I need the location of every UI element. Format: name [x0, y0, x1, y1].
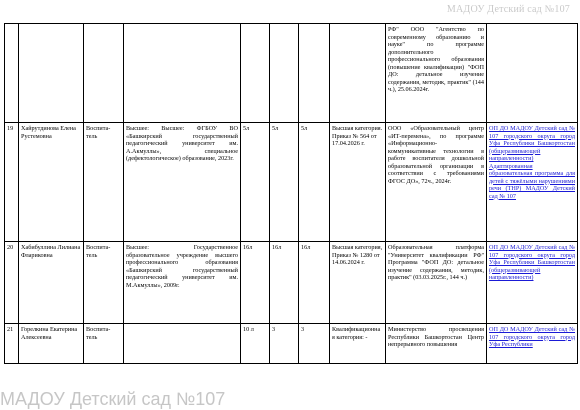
table-row	[5, 242, 578, 324]
cell-education	[124, 24, 241, 123]
watermark-top: МАДОУ Детский сад №107	[446, 4, 570, 15]
cell-courses: ООО «Образовательный центр «ИТ-перемена», по программе «Информационно-коммуникативные технологии в работе воспитателя дошкольной образовательной организации в соответствии с требованиями ФГОС ДО», 72ч., 2024г.	[386, 123, 487, 242]
cell-courses: РФ" ООО "Агентство по современному образованию и науке" по программе дополнительного профессионального образования (повышение квалификации) "ФОП ДО: детальное изучение содержания, методик, практик" (144 ч.), 25.06.2024г.	[386, 24, 487, 123]
cell-position	[84, 24, 124, 123]
cell-exp-total: 5л	[241, 123, 270, 242]
cell-name: Хабибуллина Лилиана Флариковна	[19, 242, 84, 324]
cell-exp-ped: 3	[270, 324, 299, 364]
cell-category: Высшая категория. Приказ № 564 от 17.04.2026 г.	[330, 123, 386, 242]
cell-category	[330, 24, 386, 123]
cell-exp-position: 5л	[299, 123, 330, 242]
cell-position: Воспита-тель	[84, 324, 124, 364]
cell-category: Высшая категория, Приказ № 1280 от 14.06.2024 г.	[330, 242, 386, 324]
cell-num: 19	[5, 123, 19, 242]
table-row	[5, 123, 578, 242]
cell-exp-ped: 16л	[270, 242, 299, 324]
cell-education: Высшее: Государственное образовательное учреждение высшего профессионального образования «Башкирский государственный педагогический университет им. М.Акмуллы», 2009г.	[124, 242, 241, 324]
cell-category: Квалификационная категория: -	[330, 324, 386, 364]
cell-exp-total: 10 л	[241, 324, 270, 364]
cell-exp-position: 3	[299, 324, 330, 364]
watermark-bottom: МАДОУ Детский сад №107	[0, 389, 226, 409]
cell-position: Воспита-тель	[84, 242, 124, 324]
cell-exp-ped	[270, 24, 299, 123]
cell-exp-total	[241, 24, 270, 123]
cell-exp-total: 16л	[241, 242, 270, 324]
table-row	[5, 324, 578, 364]
program-link[interactable]: ОП ДО МАДОУ Детский сад № 107 городского округа город Уфа Республики	[487, 324, 578, 364]
cell-education: Высшее: Высшее: ФГБОУ ВО «Башкирский государственный педагогический университет им. А.Акмуллы», специальное (дефектологическое) образование, 2023г.	[124, 123, 241, 242]
cell-position: Воспита-тель	[84, 123, 124, 242]
cell-num: 20	[5, 242, 19, 324]
cell-courses: Образовательная платформа "Университет квалификации РФ" Программа "ФОП ДО: детальное изучение содержания, методик, практик" (03.03.2025г., 144 ч.)	[386, 242, 487, 324]
cell-name	[19, 24, 84, 123]
cell-program	[487, 24, 578, 123]
cell-num	[5, 24, 19, 123]
cell-exp-position: 16л	[299, 242, 330, 324]
table-row	[5, 24, 578, 123]
cell-num: 21	[5, 324, 19, 364]
cell-education	[124, 324, 241, 364]
cell-exp-position	[299, 24, 330, 123]
program-link[interactable]: ОП ДО МАДОУ Детский сад № 107 городского округа город Уфа Республики Башкортостан (общеразвивающей направленности)	[487, 242, 578, 324]
staff-table	[4, 23, 578, 364]
cell-name: Горелкина Екатерина Алексеевна	[19, 324, 84, 364]
program-link[interactable]: ОП ДО МАДОУ Детский сад № 107 городского округа город Уфа Республики Башкортостан (общеразвивающей направленности) Адаптированная образовательная программа для детей с тяжёлыми нарушениями речи (ТНР) МАДОУ Детский сад № 107	[487, 123, 578, 242]
cell-exp-ped: 5л	[270, 123, 299, 242]
cell-courses: Министерство просвещения Республики Башкортостан Центр непрерывного повышения	[386, 324, 487, 364]
cell-name: Хайрутдинова Елена Рустемовна	[19, 123, 84, 242]
